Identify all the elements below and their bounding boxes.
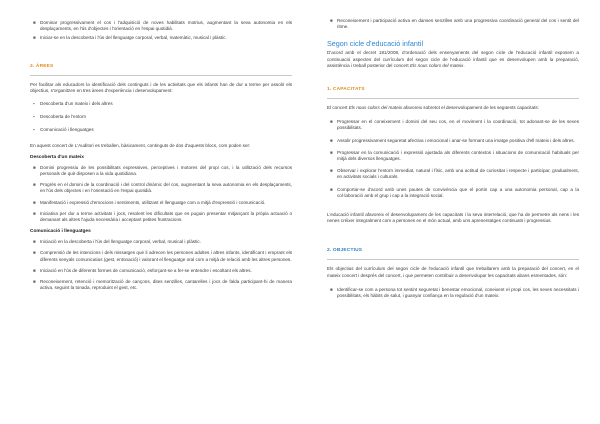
bullet-icon: ■ — [33, 267, 36, 273]
cycle-intro: D'acord amb el decret 181/2008, d'ordenació dels ensenyaments del segon cicle de l'educació infantil exposem a continuació aspectes del currículum del segon cicle de l'educació infantil que es desenvolupen amb la preparació, assistència i treball posterior del concert Els nous colors del mateix. — [327, 50, 579, 68]
list-item: ■ Reconeixement, retenció i memorització de cançons, dites senzilles, cantarelles i jocs de falda participant-hi de manera activa, seguint la tonada, reproduint el gest, etc. — [33, 279, 292, 291]
bullet-icon: ■ — [330, 186, 333, 192]
capacitats-outro: L'educació infantil afavoreix el desenvolupament de les capacitats i la seva interrelació, que ha de permetre als nens i les nenes créixer integralment com a persones en el món actual, amb uns aprenentatges continuats i progressius. — [327, 212, 579, 224]
bullet-icon: ■ — [33, 279, 36, 285]
list-item: ■ Progressar en el coneixement i domini del seu cos, en el moviment i la coordinació, tot adonant-se de les seves possibilitats. — [330, 119, 579, 131]
list-item: ■ Assolir progressivament seguretat afectiva i emocional i anar-se formant una imatge positiva d'ell mateix i dels altres. — [330, 137, 575, 143]
divider — [30, 75, 292, 76]
section-title-capacitats: 1. CAPACITATS — [327, 87, 365, 93]
bullet-icon: ■ — [330, 119, 333, 125]
bullet-icon: ■ — [33, 239, 36, 245]
objectius-intro: Els objectius del currículum del segon cicle de l'educació infantil que treballarem amb la preparació del concert, en el mateix concert i després del concert, i que permeten contribuir a desenvolupar les capacitats abans esmentades, són: — [327, 266, 579, 278]
list-item: ▪ Descoberta d'un mateix i dels altres — [33, 101, 113, 107]
list-item: ■ Progressar en la comunicació i expressió ajustada als diferents contextos i situacions de comunicació habituals per mitjà dels diversos llenguatges. — [330, 149, 579, 162]
list-item: ■ Domini progressiu de les possibilitats expressives, perceptives i motores del propi cos, i la utilització dels recursos personals de què disposen a la vida quotidiana. — [33, 164, 292, 177]
divider — [327, 98, 579, 99]
bullet-icon: ■ — [33, 164, 36, 170]
list-item: ■ Reconeixement i participació activa en danses senzilles amb una progressiva coordinació general del cos i sentit del ritme. — [330, 18, 579, 30]
cycle-title: Segon cicle d'educació infantil — [327, 39, 424, 49]
block-title-comunicacio: Comunicació i llenguatges — [30, 229, 91, 235]
concert-title: Els nous colors del mateix — [409, 62, 464, 68]
bullet-icon: ■ — [330, 137, 333, 143]
bullet-icon: ■ — [330, 18, 333, 23]
divider — [327, 259, 579, 260]
bullet-icon: ■ — [33, 182, 36, 188]
bullet-icon: ■ — [330, 149, 333, 155]
concert-title: Els nous colors del mateix — [348, 105, 403, 111]
list-item: ■ Comprensió de les intencions i dels missatges que li adrecen les persones adultes i altres infants, identificant i emprant els diferents senyals comunicatius (gest, entonació) i valorant el llenguatge oral com a mitjà de relació amb les altres persones. — [33, 250, 292, 262]
list-item: ▪ Descoberta de l'entorn — [33, 114, 87, 120]
bullet-icon: ■ — [33, 210, 36, 216]
right-column — [327, 18, 579, 299]
section-title-objectius: 2. OBJECTIUS — [327, 248, 363, 254]
bullet-icon: ■ — [330, 168, 333, 174]
list-item: ■ Iniciar-se en la descoberta i l'ús del llenguatge corporal, verbal, matemàtic, musical i plàstic. — [33, 35, 227, 41]
bullet-icon: ■ — [33, 35, 36, 41]
bullet-icon: ■ — [33, 20, 36, 25]
block-title-descoberta: Descoberta d'un mateix — [30, 154, 84, 160]
capacitats-intro: El concert Els nous colors del mateix afavoreix sobretot el desenvolupament de les següents capacitats: — [327, 105, 539, 111]
list-item: ■ Iniciació en l'ús de diferents formes de comunicació, esforçant-se a fer-se entendre i escoltant els altres. — [33, 267, 252, 273]
list-item: ■ Dominar progressivament el cos i l'adquisició de noves habilitats motrius, augmentant la seva autonomia en els desplaçaments, en l'ús d'objectes i l'orientació en l'espai quotidià. — [33, 20, 292, 32]
list-item: ▪ Comunicació i llenguatges — [33, 127, 94, 133]
section-intro: Per facilitar als educadors la identificació dels continguts i de les activitats que els infants han de dur a terme per assolir els objectius, s'organitzen en tres àrees d'experiència i desenvolupament: — [30, 81, 292, 93]
list-item: ■ Identificar-se com a persona tot sentint seguretat i benestar emocional, coneixent el propi cos, les seves necessitats i possibilitats, els hàbits de salut, i guanyar confiança en la regulació d'un mateix. — [330, 286, 579, 299]
list-item: ■ Iniciació en la descoberta i l'ús del llenguatge corporal, verbal, musical i plàstic. — [33, 239, 201, 245]
list-item: ■ Progrés en el domini de la coordinació i del control dinàmic del cos, augmentant la seva autonomia en els desplaçaments, en l'ús dels objectes i en l'orientació en l'espai quotidià. — [33, 182, 292, 194]
bullet-icon: ■ — [33, 199, 36, 205]
bullet-icon: ■ — [33, 250, 36, 256]
areas-outro: En aquest concert de L'Auditori es treballen, bàsicament, continguts de dos d'aquests blocs, com poden ser: — [30, 142, 251, 148]
bullet-icon: ▪ — [33, 127, 35, 133]
bullet-icon: ■ — [330, 286, 333, 292]
list-item: ■ Manifestació i expressió d'emocions i sentiments, utilitzant el llenguatge com a mitjà d'expressió i comunicació. — [33, 199, 266, 205]
list-item: ■ Comportar-se d'acord amb unes pautes de convivència que el portin cap a una autonomia personal, cap a la col·laboració amb el grup i cap a la integració social. — [330, 186, 579, 198]
bullet-icon: ▪ — [33, 101, 35, 107]
bullet-icon: ▪ — [33, 114, 35, 120]
list-item: ■ Iniciativa per dur a terme activitats i jocs, resolent les dificultats que es puguin presentar mitjançant la pròpia actuació o demanant als altres l'ajuda necessària i acceptant petites frustracions. — [33, 210, 292, 223]
list-item: ■ Observar i explorar l'entorn immediat, natural i físic, amb una actitud de curiositat i respecte i participar, gradualment, en activitats socials i culturals. — [330, 168, 579, 180]
left-column — [30, 20, 292, 291]
section-title-arees: 3. ÀREES — [30, 63, 54, 69]
